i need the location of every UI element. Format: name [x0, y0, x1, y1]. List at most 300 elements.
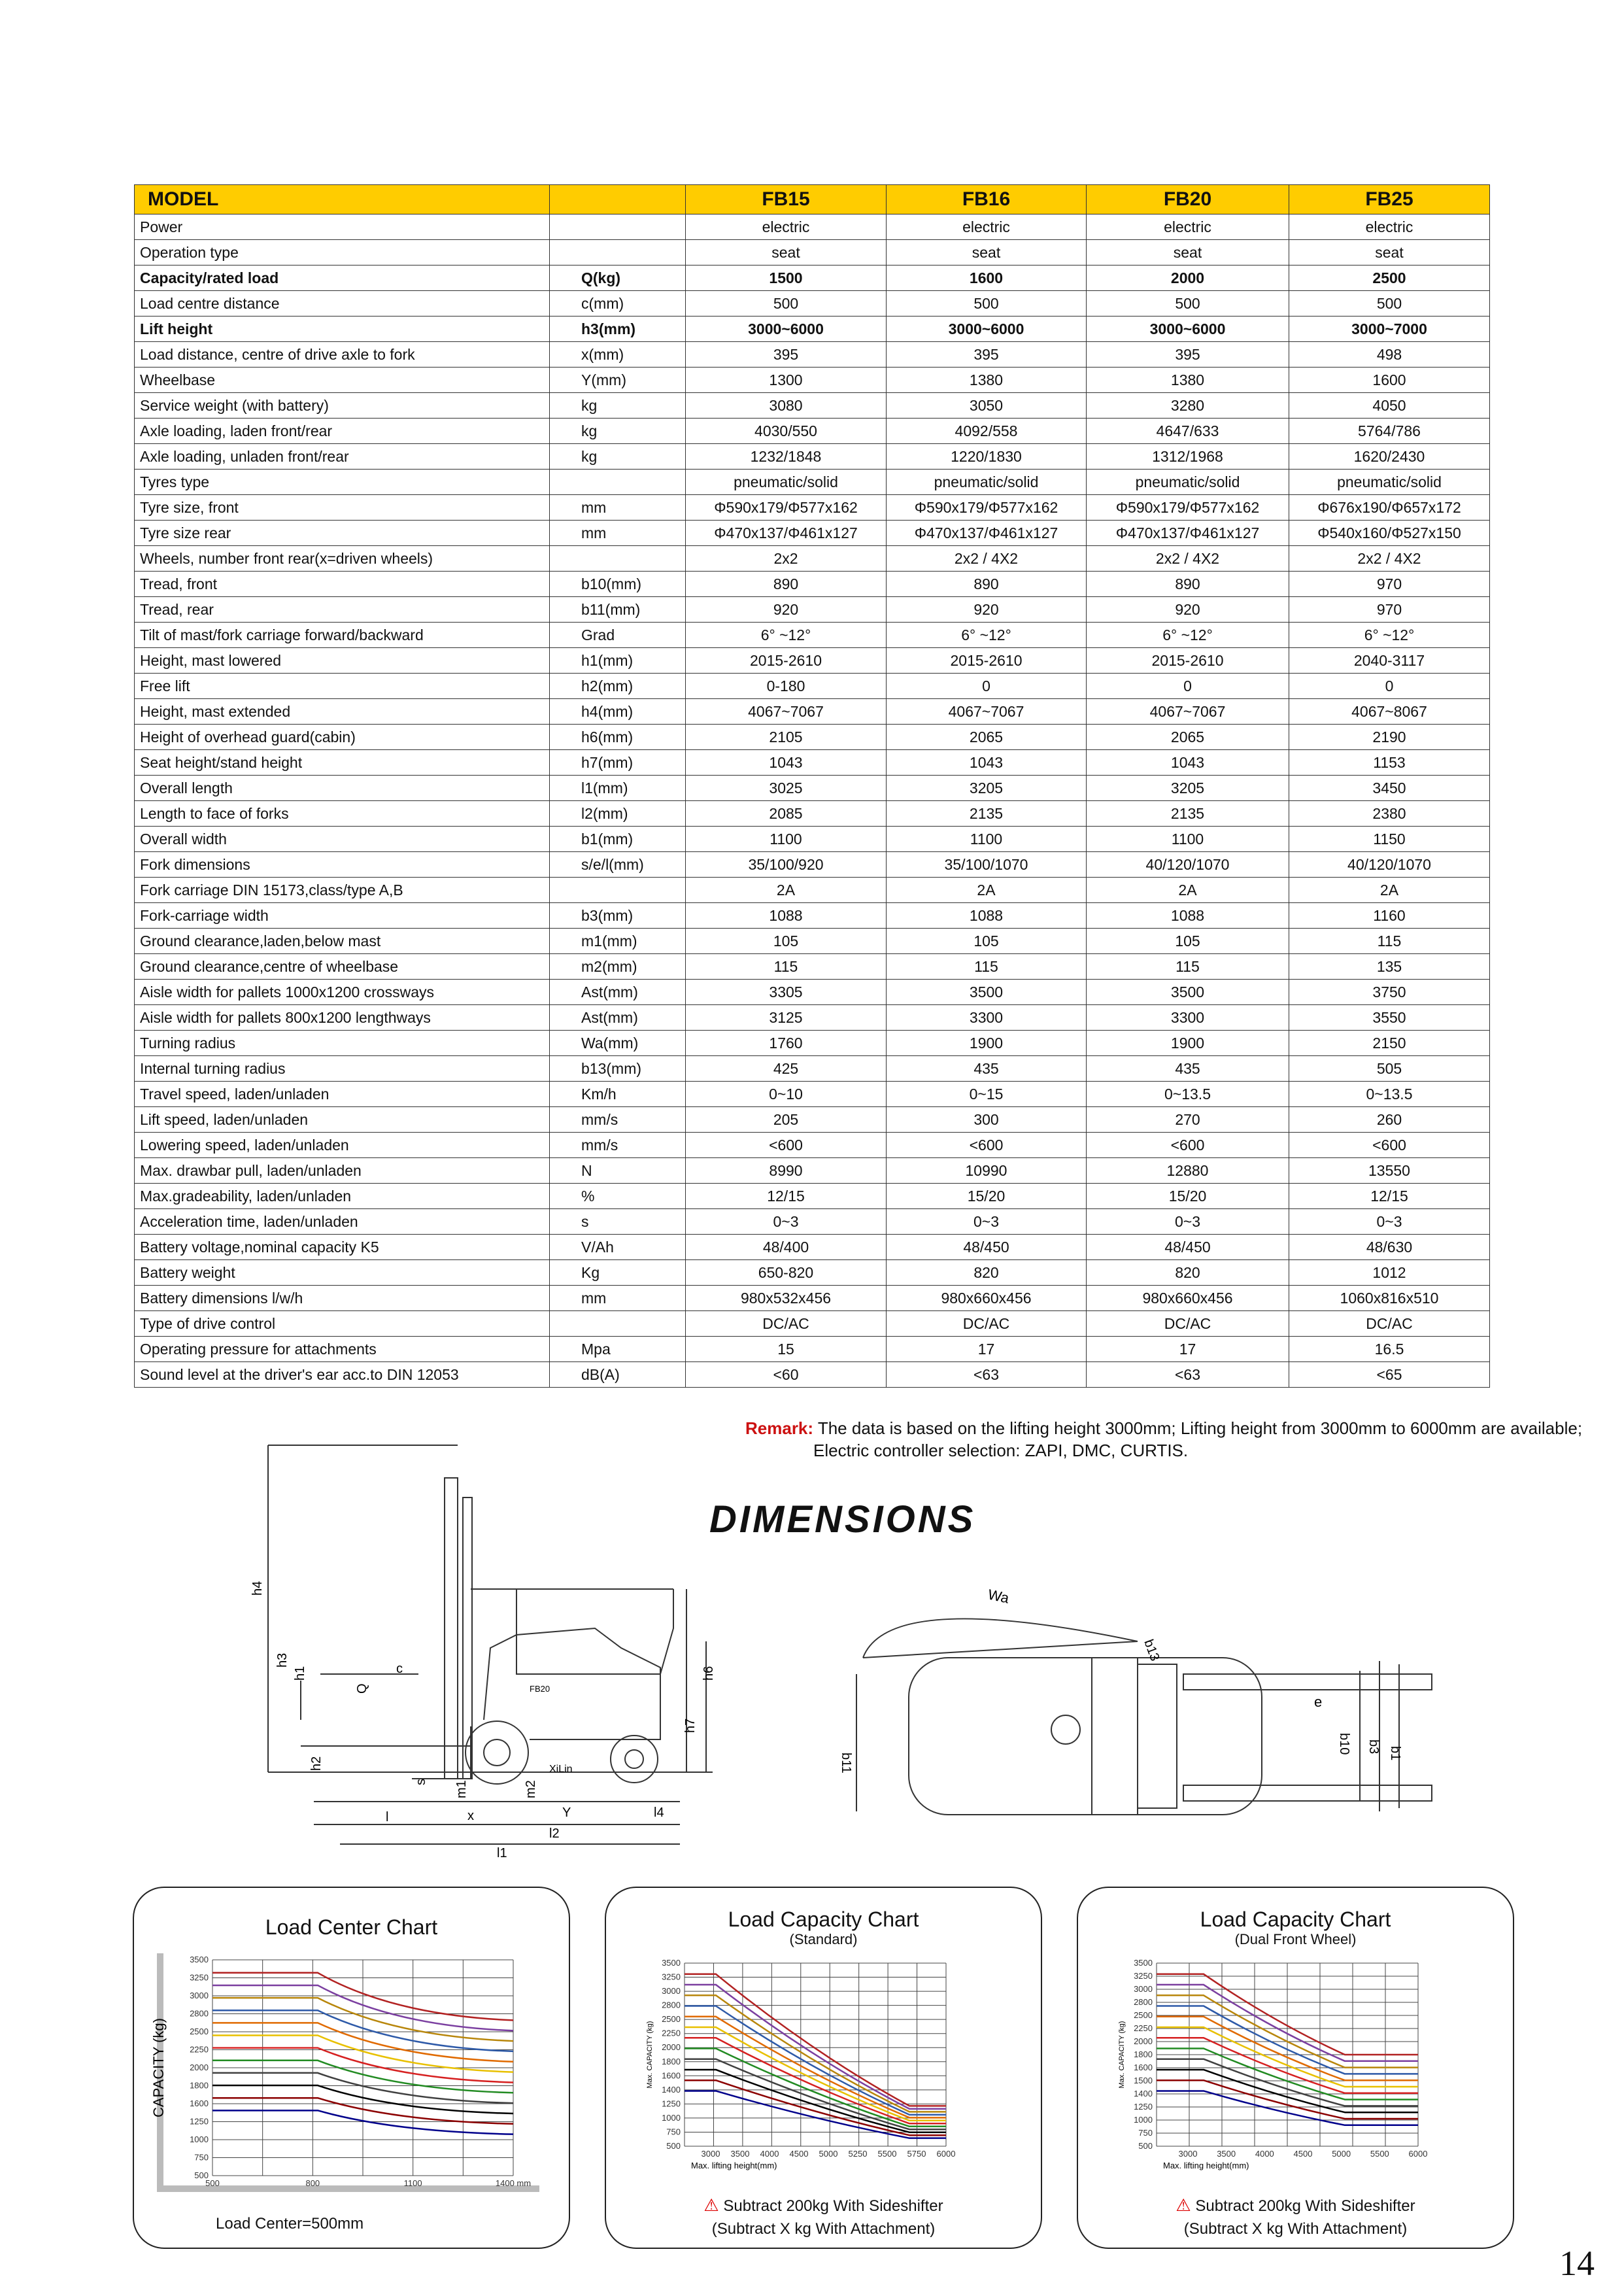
- spec-value: 4067~8067: [1289, 699, 1490, 725]
- spec-value: 1620/2430: [1289, 444, 1490, 470]
- spec-value: 10990: [887, 1158, 1087, 1184]
- spec-value: Φ470x137/Φ461x127: [887, 521, 1087, 546]
- spec-value: 970: [1289, 572, 1490, 597]
- spec-label: Axle loading, laden front/rear: [135, 419, 550, 444]
- spec-value: 3125: [686, 1005, 887, 1031]
- label-l1: l1: [497, 1846, 507, 1860]
- label-h3: h3: [275, 1652, 290, 1668]
- spec-value: 115: [1087, 954, 1289, 980]
- x-axis-label: Max. lifting height(mm): [1163, 2161, 1249, 2170]
- spec-value: Φ470x137/Φ461x127: [1087, 521, 1289, 546]
- spec-value: 435: [887, 1056, 1087, 1082]
- spec-label: Aisle width for pallets 800x1200 lengthways: [135, 1005, 550, 1031]
- spec-value: 2015-2610: [1087, 648, 1289, 674]
- chart-grid: [212, 1960, 513, 2176]
- spec-value: 1043: [1087, 750, 1289, 776]
- spec-value: 0~15: [887, 1082, 1087, 1107]
- spec-value: 1160: [1289, 903, 1490, 929]
- spec-value: 2x2 / 4X2: [1087, 546, 1289, 572]
- y-tick-label: 2800: [662, 2000, 681, 2010]
- spec-value: Φ590x179/Φ577x162: [1087, 495, 1289, 521]
- spec-row: [135, 521, 1490, 546]
- spec-value: 15: [686, 1337, 887, 1362]
- spec-label: Lowering speed, laden/unladen: [135, 1133, 550, 1158]
- spec-unit: [550, 1311, 686, 1337]
- spec-body: [135, 214, 1490, 1388]
- spec-value: 2x2 / 4X2: [1289, 546, 1490, 572]
- spec-unit: mm/s: [550, 1133, 686, 1158]
- dual-chart: [1091, 1950, 1503, 2192]
- spec-value: 3500: [1087, 980, 1289, 1005]
- spec-label: Acceleration time, laden/unladen: [135, 1209, 550, 1235]
- spec-value: 0~3: [1289, 1209, 1490, 1235]
- spec-row: [135, 1082, 1490, 1107]
- spec-value: 2A: [1087, 878, 1289, 903]
- spec-label: Power: [135, 214, 550, 240]
- y-tick-label: 1400: [662, 2084, 681, 2095]
- spec-value: 4092/558: [887, 419, 1087, 444]
- spec-value: 1760: [686, 1031, 887, 1056]
- spec-value: 0: [1289, 674, 1490, 699]
- warning-icon: ⚠: [703, 2195, 719, 2215]
- spec-value: 395: [887, 342, 1087, 368]
- spec-value: 1100: [887, 827, 1087, 852]
- y-axis-label: Max. CAPACITY (kg): [646, 2021, 654, 2089]
- spec-value: 2105: [686, 725, 887, 750]
- spec-row: [135, 1337, 1490, 1362]
- x-tick-label: 800: [305, 2178, 320, 2188]
- spec-value: 0: [1087, 674, 1289, 699]
- load-center-title: Load Center Chart: [265, 1915, 438, 1939]
- spec-value: 3450: [1289, 776, 1490, 801]
- spec-row: [135, 878, 1490, 903]
- y-tick-label: 2500: [662, 2014, 681, 2025]
- dual-note-1: [1078, 2195, 1513, 2216]
- spec-value: 48/450: [1087, 1235, 1289, 1260]
- spec-unit: Kg: [550, 1260, 686, 1286]
- x-tick-label: 1100: [403, 2178, 422, 2188]
- spec-value: <60: [686, 1362, 887, 1388]
- spec-row: [135, 240, 1490, 265]
- drawing-brand-name: XiLin: [549, 1764, 573, 1775]
- y-tick-label: 3500: [662, 1958, 681, 1968]
- spec-unit: h3(mm): [550, 317, 686, 342]
- spec-value: electric: [686, 214, 887, 240]
- spec-row: [135, 954, 1490, 980]
- y-tick-label: 750: [1138, 2128, 1153, 2138]
- spec-label: Capacity/rated load: [135, 265, 550, 291]
- spec-label: Wheelbase: [135, 368, 550, 393]
- x-tick-label: 5500: [1370, 2149, 1389, 2159]
- spec-value: 3500: [887, 980, 1087, 1005]
- spec-value: 3550: [1289, 1005, 1490, 1031]
- spec-unit: b1(mm): [550, 827, 686, 852]
- spec-value: 0~10: [686, 1082, 887, 1107]
- spec-value: DC/AC: [686, 1311, 887, 1337]
- y-tick-label: 2250: [662, 2028, 681, 2038]
- spec-value: seat: [887, 240, 1087, 265]
- spec-row: [135, 1107, 1490, 1133]
- y-tick-label: 2000: [1134, 2036, 1153, 2046]
- spec-value: DC/AC: [1087, 1311, 1289, 1337]
- spec-value: 0~13.5: [1087, 1082, 1289, 1107]
- x-axis-label: Max. lifting height(mm): [691, 2161, 777, 2170]
- spec-row: [135, 265, 1490, 291]
- spec-row: [135, 597, 1490, 623]
- remark-line-2: Electric controller selection: ZAPI, DMC, CURTIS.: [813, 1441, 1189, 1460]
- y-tick-label: 1000: [662, 2112, 681, 2123]
- spec-value: 105: [1087, 929, 1289, 954]
- y-axis-label: Max. CAPACITY (kg): [1118, 2021, 1126, 2089]
- spec-value: 920: [686, 597, 887, 623]
- spec-unit: b13(mm): [550, 1056, 686, 1082]
- y-tick-label: 1800: [1134, 2049, 1153, 2059]
- series-line: [685, 1985, 946, 2109]
- spec-value: 0-180: [686, 674, 887, 699]
- spec-value: 115: [1289, 929, 1490, 954]
- spec-value: 2380: [1289, 801, 1490, 827]
- spec-value: pneumatic/solid: [1289, 470, 1490, 495]
- spec-value: 115: [887, 954, 1087, 980]
- label-y: Y: [562, 1806, 571, 1820]
- y-tick-label: 2800: [190, 2008, 209, 2019]
- load-center-chart: [147, 1947, 552, 2202]
- spec-label: Overall width: [135, 827, 550, 852]
- dual-note-2: (Subtract X kg With Attachment): [1183, 2220, 1408, 2238]
- spec-value: 6° ~12°: [887, 623, 1087, 648]
- spec-row: [135, 750, 1490, 776]
- spec-value: 1150: [1289, 827, 1490, 852]
- spec-unit: l2(mm): [550, 801, 686, 827]
- spec-value: 1043: [686, 750, 887, 776]
- y-tick-label: 2800: [1134, 1997, 1153, 2007]
- spec-value: 500: [887, 291, 1087, 317]
- spec-value: 3025: [686, 776, 887, 801]
- x-tick-label: 3500: [730, 2149, 750, 2159]
- label-s: s: [414, 1779, 428, 1785]
- header-fb15: FB15: [686, 185, 887, 214]
- spec-value: 4647/633: [1087, 419, 1289, 444]
- y-tick-label: 3000: [662, 1986, 681, 1996]
- remark: [745, 1417, 1582, 1462]
- spec-row: [135, 852, 1490, 878]
- spec-row: [135, 674, 1490, 699]
- spec-value: 2x2 / 4X2: [887, 546, 1087, 572]
- spec-label: Ground clearance,laden,below mast: [135, 929, 550, 954]
- spec-label: Lift height: [135, 317, 550, 342]
- spec-value: 1100: [686, 827, 887, 852]
- standard-panel: [605, 1887, 1042, 2249]
- spec-value: 1380: [887, 368, 1087, 393]
- spec-label: Lift speed, laden/unladen: [135, 1107, 550, 1133]
- spec-value: 3305: [686, 980, 887, 1005]
- spec-unit: Ast(mm): [550, 980, 686, 1005]
- spec-value: 4067~7067: [686, 699, 887, 725]
- spec-value: DC/AC: [1289, 1311, 1490, 1337]
- dual-title: Load Capacity Chart: [1200, 1908, 1391, 1931]
- label-h4: h4: [250, 1581, 265, 1596]
- spec-value: seat: [1289, 240, 1490, 265]
- label-b3: b3: [1366, 1739, 1381, 1755]
- spec-value: 2000: [1087, 265, 1289, 291]
- spec-value: 980x532x456: [686, 1286, 887, 1311]
- spec-row: [135, 1311, 1490, 1337]
- spec-value: 1088: [1087, 903, 1289, 929]
- spec-value: 2135: [887, 801, 1087, 827]
- spec-row: [135, 1184, 1490, 1209]
- spec-label: Ground clearance,centre of wheelbase: [135, 954, 550, 980]
- spec-row: [135, 291, 1490, 317]
- spec-value: 4030/550: [686, 419, 887, 444]
- x-tick-label: 4000: [760, 2149, 779, 2159]
- spec-row: [135, 1362, 1490, 1388]
- spec-label: Aisle width for pallets 1000x1200 crossways: [135, 980, 550, 1005]
- standard-title: Load Capacity Chart: [728, 1908, 919, 1931]
- spec-value: 3205: [887, 776, 1087, 801]
- spec-value: Φ676x190/Φ657x172: [1289, 495, 1490, 521]
- spec-unit: kg: [550, 393, 686, 419]
- spec-row: [135, 1260, 1490, 1286]
- spec-value: 270: [1087, 1107, 1289, 1133]
- spec-label: Wheels, number front rear(x=driven wheels): [135, 546, 550, 572]
- standard-note-2: (Subtract X kg With Attachment): [711, 2220, 936, 2238]
- spec-value: 1380: [1087, 368, 1289, 393]
- spec-value: 0~3: [887, 1209, 1087, 1235]
- spec-value: Φ590x179/Φ577x162: [686, 495, 887, 521]
- spec-value: 3300: [1087, 1005, 1289, 1031]
- spec-value: 1088: [887, 903, 1087, 929]
- spec-unit: Wa(mm): [550, 1031, 686, 1056]
- spec-value: 115: [686, 954, 887, 980]
- x-tick-label: 3500: [1217, 2149, 1236, 2159]
- spec-header-row: [135, 185, 1490, 214]
- spec-value: 820: [887, 1260, 1087, 1286]
- top-view-drawing: [830, 1576, 1419, 1824]
- spec-value: <63: [1087, 1362, 1289, 1388]
- spec-label: Operation type: [135, 240, 550, 265]
- spec-row: [135, 1286, 1490, 1311]
- spec-value: 35/100/920: [686, 852, 887, 878]
- spec-value: 3000~6000: [1087, 317, 1289, 342]
- spec-value: 500: [686, 291, 887, 317]
- spec-value: 40/120/1070: [1087, 852, 1289, 878]
- spec-value: 3000~6000: [887, 317, 1087, 342]
- spec-value: 1312/1968: [1087, 444, 1289, 470]
- series-line: [685, 1995, 946, 2112]
- y-tick-label: 1500: [1134, 2076, 1153, 2085]
- spec-unit: mm: [550, 495, 686, 521]
- x-tick-label: 3000: [701, 2149, 720, 2159]
- label-wa: Wa: [986, 1586, 1011, 1607]
- spec-row: [135, 725, 1490, 750]
- spec-unit: mm: [550, 521, 686, 546]
- spec-value: 435: [1087, 1056, 1289, 1082]
- label-b13: b13: [1141, 1637, 1162, 1664]
- spec-value: 3280: [1087, 393, 1289, 419]
- spec-value: <63: [887, 1362, 1087, 1388]
- y-tick-label: 2000: [190, 2063, 209, 2072]
- spec-value: 3750: [1289, 980, 1490, 1005]
- spec-label: Seat height/stand height: [135, 750, 550, 776]
- spec-value: 0: [887, 674, 1087, 699]
- spec-value: 970: [1289, 597, 1490, 623]
- spec-value: 2190: [1289, 725, 1490, 750]
- spec-unit: b3(mm): [550, 903, 686, 929]
- spec-value: 3000~6000: [686, 317, 887, 342]
- load-center-note: Load Center=500mm: [216, 2215, 364, 2233]
- side-view-drawing: [250, 1432, 726, 1877]
- spec-row: [135, 699, 1490, 725]
- spec-value: Φ590x179/Φ577x162: [887, 495, 1087, 521]
- spec-unit: %: [550, 1184, 686, 1209]
- spec-value: 17: [887, 1337, 1087, 1362]
- spec-value: Φ470x137/Φ461x127: [686, 521, 887, 546]
- y-tick-label: 1600: [662, 2070, 681, 2081]
- spec-label: Length to face of forks: [135, 801, 550, 827]
- spec-value: 13550: [1289, 1158, 1490, 1184]
- x-tick-label: 5250: [848, 2149, 868, 2159]
- label-x: x: [467, 1809, 474, 1823]
- spec-unit: [550, 214, 686, 240]
- spec-value: 12880: [1087, 1158, 1289, 1184]
- y-tick-label: 1250: [1134, 2102, 1153, 2112]
- spec-value: 6° ~12°: [1289, 623, 1490, 648]
- spec-unit: mm: [550, 1286, 686, 1311]
- label-h6: h6: [702, 1666, 716, 1681]
- spec-label: Free lift: [135, 674, 550, 699]
- spec-unit: Q(kg): [550, 265, 686, 291]
- y-tick-label: 3250: [190, 1972, 209, 1983]
- spec-label: Fork-carriage width: [135, 903, 550, 929]
- spec-value: 12/15: [686, 1184, 887, 1209]
- label-b11: b11: [839, 1753, 853, 1773]
- x-tick-label: 4500: [1293, 2149, 1313, 2159]
- y-tick-label: 1800: [662, 2056, 681, 2066]
- header-unit: [550, 185, 686, 214]
- spec-unit: Km/h: [550, 1082, 686, 1107]
- spec-label: Fork carriage DIN 15173,class/type A,B: [135, 878, 550, 903]
- spec-value: 16.5: [1289, 1337, 1490, 1362]
- spec-value: 1012: [1289, 1260, 1490, 1286]
- spec-row: [135, 495, 1490, 521]
- spec-label: Battery weight: [135, 1260, 550, 1286]
- spec-value: electric: [1289, 214, 1490, 240]
- spec-value: 260: [1289, 1107, 1490, 1133]
- spec-value: pneumatic/solid: [686, 470, 887, 495]
- spec-unit: Grad: [550, 623, 686, 648]
- spec-value: seat: [1087, 240, 1289, 265]
- x-tick-label: 3000: [1178, 2149, 1198, 2159]
- spec-value: 2A: [1289, 878, 1490, 903]
- spec-value: <600: [686, 1133, 887, 1158]
- spec-row: [135, 214, 1490, 240]
- spec-value: 500: [1087, 291, 1289, 317]
- spec-unit: s: [550, 1209, 686, 1235]
- x-tick-label: 5500: [877, 2149, 897, 2159]
- spec-value: 4067~7067: [887, 699, 1087, 725]
- label-b10: b10: [1337, 1733, 1351, 1755]
- spec-value: 395: [1087, 342, 1289, 368]
- y-tick-label: 1000: [190, 2134, 209, 2144]
- spec-value: 0~3: [1087, 1209, 1289, 1235]
- spec-value: 2065: [1087, 725, 1289, 750]
- spec-label: Load centre distance: [135, 291, 550, 317]
- spec-value: 1060x816x510: [1289, 1286, 1490, 1311]
- label-l4: l4: [654, 1806, 664, 1820]
- spec-value: 1300: [686, 368, 887, 393]
- spec-value: 3205: [1087, 776, 1289, 801]
- label-l2: l2: [549, 1826, 560, 1841]
- spec-value: <600: [1289, 1133, 1490, 1158]
- y-tick-label: 1800: [190, 2080, 209, 2091]
- y-tick-label: 3000: [190, 1991, 209, 2000]
- spec-unit: [550, 470, 686, 495]
- spec-value: 3000~7000: [1289, 317, 1490, 342]
- spec-value: 40/120/1070: [1289, 852, 1490, 878]
- header-fb16: FB16: [887, 185, 1087, 214]
- spec-value: 105: [686, 929, 887, 954]
- spec-value: seat: [686, 240, 887, 265]
- spec-row: [135, 1056, 1490, 1082]
- spec-value: 920: [1087, 597, 1289, 623]
- y-tick-label: 1600: [1134, 2063, 1153, 2072]
- label-m2: m2: [524, 1780, 538, 1798]
- spec-value: 1153: [1289, 750, 1490, 776]
- spec-unit: Y(mm): [550, 368, 686, 393]
- y-tick-label: 2500: [190, 2027, 209, 2036]
- spec-label: Height of overhead guard(cabin): [135, 725, 550, 750]
- label-q: Q: [355, 1683, 369, 1694]
- spec-value: 2500: [1289, 265, 1490, 291]
- header-model: MODEL: [135, 185, 550, 214]
- spec-value: 425: [686, 1056, 887, 1082]
- spec-unit: l1(mm): [550, 776, 686, 801]
- header-fb20: FB20: [1087, 185, 1289, 214]
- spec-row: [135, 980, 1490, 1005]
- spec-unit: Mpa: [550, 1337, 686, 1362]
- spec-value: 3080: [686, 393, 887, 419]
- spec-value: 2150: [1289, 1031, 1490, 1056]
- spec-label: Tyre size rear: [135, 521, 550, 546]
- spec-value: 0~13.5: [1289, 1082, 1490, 1107]
- spec-label: Tread, rear: [135, 597, 550, 623]
- dimensions-title: DIMENSIONS: [709, 1498, 976, 1541]
- spec-value: electric: [1087, 214, 1289, 240]
- spec-row: [135, 929, 1490, 954]
- spec-unit: s/e/l(mm): [550, 852, 686, 878]
- spec-value: 48/400: [686, 1235, 887, 1260]
- spec-row: [135, 776, 1490, 801]
- spec-row: [135, 317, 1490, 342]
- spec-unit: h2(mm): [550, 674, 686, 699]
- spec-label: Battery voltage,nominal capacity K5: [135, 1235, 550, 1260]
- y-tick-label: 750: [194, 2152, 209, 2163]
- label-c: c: [396, 1662, 403, 1676]
- spec-row: [135, 470, 1490, 495]
- y-axis-label: CAPACITY (kg): [150, 2018, 167, 2117]
- spec-value: 15/20: [887, 1184, 1087, 1209]
- spec-table: [134, 184, 1490, 1388]
- page-number: 14: [1559, 2244, 1595, 2283]
- spec-value: 505: [1289, 1056, 1490, 1082]
- x-tick-label: 6000: [936, 2149, 956, 2159]
- spec-value: Φ540x160/Φ527x150: [1289, 521, 1490, 546]
- spec-row: [135, 546, 1490, 572]
- spec-value: 1088: [686, 903, 887, 929]
- spec-label: Tread, front: [135, 572, 550, 597]
- spec-value: 6° ~12°: [1087, 623, 1289, 648]
- y-tick-label: 2000: [662, 2042, 681, 2053]
